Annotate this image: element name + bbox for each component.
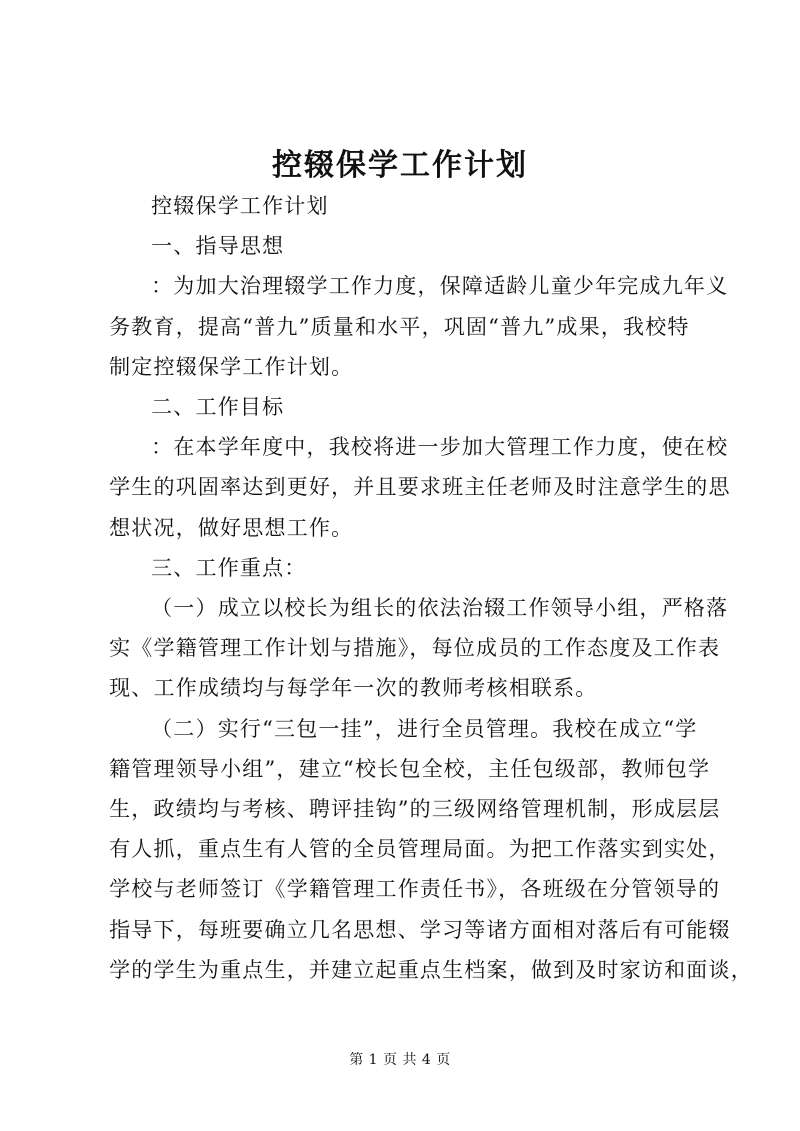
text-line: 有人抓，重点生有人管的全员管理局面。为把工作落实到实处， bbox=[109, 837, 731, 862]
paragraph-focus-one bbox=[107, 588, 729, 709]
paragraph-focus-two bbox=[107, 709, 753, 990]
text-line: 想状况，做好思想工作。 bbox=[109, 515, 354, 540]
text-line: 控辍保学工作计划 bbox=[151, 194, 329, 218]
paragraph-guiding-thought bbox=[107, 266, 729, 387]
text-line: 三、工作重点： bbox=[151, 555, 307, 580]
text-line: （二）实行“三包一挂”，进行全员管理。我校在成立“学 bbox=[151, 716, 698, 741]
document-body bbox=[107, 186, 753, 990]
heading-work-focus bbox=[107, 548, 707, 588]
heading-work-goals bbox=[107, 387, 707, 427]
text-line: 制定控辍保学工作计划。 bbox=[109, 354, 354, 379]
text-line: 籍管理领导小组”，建立“校长包全校，主任包级部，教师包学 bbox=[109, 756, 711, 781]
text-line: （一）成立以校长为组长的依法治辍工作领导小组，严格落 bbox=[151, 596, 729, 621]
text-line: 生，政绩均与考核、聘评挂钩”的三级网络管理机制，形成层层 bbox=[109, 797, 721, 822]
paragraph-work-goals bbox=[107, 427, 731, 548]
text-line: 学的学生为重点生，并建立起重点生档案，做到及时家访和面谈， bbox=[109, 957, 753, 982]
heading-guiding-thought bbox=[107, 226, 707, 266]
text-line: 实《学籍管理工作计划与措施》，每位成员的工作态度及工作表 bbox=[109, 636, 721, 661]
paragraph-subtitle bbox=[107, 186, 707, 226]
page-title: 控辍保学工作计划 bbox=[272, 148, 528, 183]
page-footer: 第 1 页 共 4 页 bbox=[349, 1052, 451, 1068]
text-line: 务教育，提高“普九”质量和水平，巩固“普九”成果，我校特 bbox=[109, 314, 690, 339]
text-line: 现、工作成绩均与每学年一次的教师考核相联系。 bbox=[109, 676, 598, 701]
text-line: 一、指导思想 bbox=[151, 234, 285, 259]
text-line: ：在本学年度中，我校将进一步加大管理工作力度，使在校 bbox=[151, 435, 729, 460]
text-line: 学生的巩固率达到更好，并且要求班主任老师及时注意学生的思 bbox=[109, 475, 731, 500]
text-line: 二、工作目标 bbox=[151, 395, 285, 420]
text-line: ：为加大治理辍学工作力度，保障适龄儿童少年完成九年义 bbox=[151, 274, 729, 299]
text-line: 学校与老师签订《学籍管理工作责任书》，各班级在分管领导的 bbox=[109, 877, 721, 902]
text-line: 指导下，每班要确立几名思想、学习等诸方面相对落后有可能辍 bbox=[109, 917, 731, 942]
